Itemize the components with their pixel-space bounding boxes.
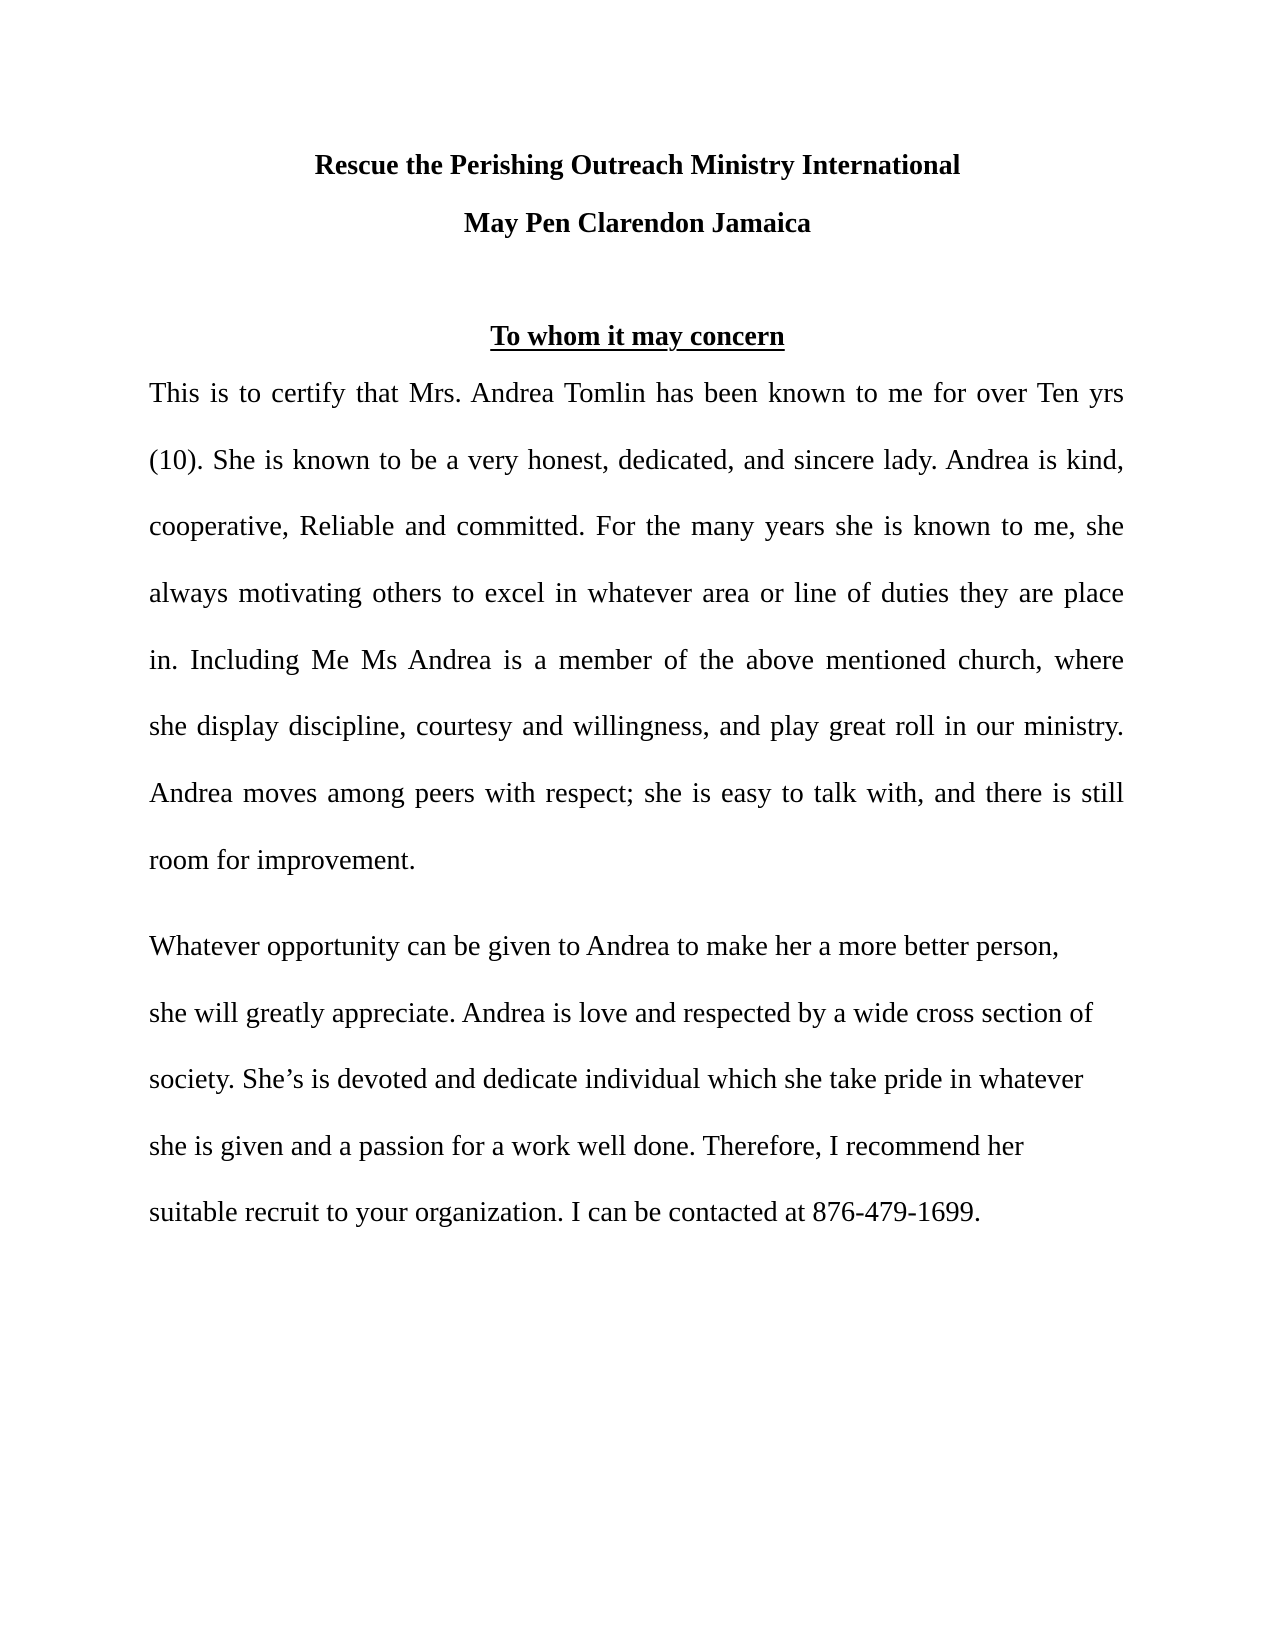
- paragraph-line: Whatever opportunity can be given to Andrea to make her a more better person,: [149, 931, 1060, 962]
- body-paragraph-2: [149, 930, 1124, 1263]
- paragraph-line: she will greatly appreciate. Andrea is love and respected by a wide cross section of: [149, 997, 1094, 1029]
- paragraph-line: This is to certify that Mrs. Andrea Tomlin has been known to me for over Ten yrs: [149, 378, 1124, 409]
- paragraph-line: she is given and a passion for a work well done. Therefore, I recommend her: [149, 1130, 1024, 1162]
- paragraph-line: society. She’s is devoted and dedicate individual which she take pride in whatever: [149, 1064, 1084, 1095]
- salutation: To whom it may concern: [490, 321, 785, 352]
- paragraph-line: room for improvement.: [149, 844, 416, 876]
- organization-name: Rescue the Perishing Outreach Ministry International: [314, 150, 961, 181]
- organization-location: May Pen Clarendon Jamaica: [463, 208, 812, 239]
- paragraph-line: cooperative, Reliable and committed. For the many years she is known to me, she: [149, 511, 1124, 543]
- paragraph-line: she display discipline, courtesy and willingness, and play great roll in our ministry.: [149, 711, 1124, 743]
- body-paragraph-1: [149, 377, 1124, 911]
- paragraph-line: always motivating others to excel in whatever area or line of duties they are place: [149, 578, 1124, 610]
- paragraph-line: in. Including Me Ms Andrea is a member of the above mentioned church, where: [149, 644, 1124, 676]
- paragraph-line: suitable recruit to your organization. I can be contacted at 876-479-1699.: [149, 1197, 982, 1228]
- paragraph-line: Andrea moves among peers with respect; she is easy to talk with, and there is still: [149, 778, 1124, 810]
- paragraph-line: (10). She is known to be a very honest, dedicated, and sincere lady. Andrea is kind,: [149, 444, 1124, 476]
